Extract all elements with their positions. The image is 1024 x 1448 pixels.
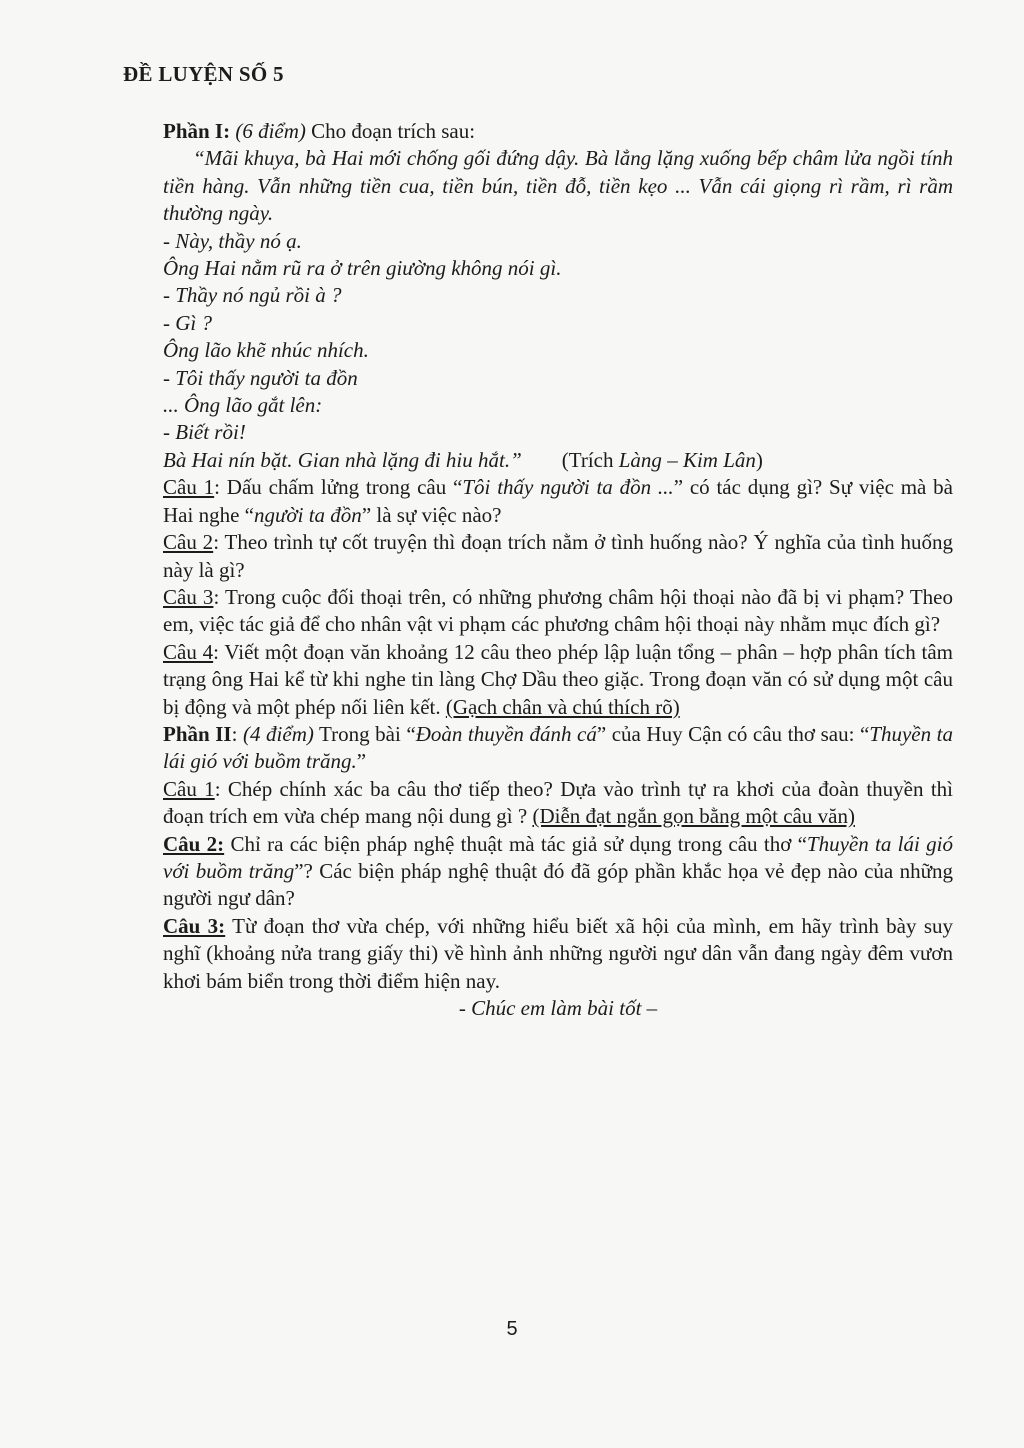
part2-intro: ” của Huy Cận có câu thơ sau: “ [596, 721, 870, 746]
document-body [163, 118, 953, 1022]
passage-paragraph: “Mãi khuya, bà Hai mới chống gối đứng dậy. Bà lẳng lặng xuống bếp châm lửa ngồi tính tiền hàng. Vẫn những tiền cua, tiền bún, tiền đỗ, tiền kẹo ... Vẫn cái giọng rì rầm, rì rầm thường ngày. [163, 146, 953, 226]
question-text: : Chép chính xác ba câu thơ tiếp theo? Dựa vào trình tự ra khơi của đoàn thuyền thì đoạn trích em vừa chép mang nội dung gì ? [163, 776, 954, 829]
source-work: Làng [618, 447, 662, 472]
question-text: : Viết một đoạn văn khoảng 12 câu theo phép lập luận tổng – phân – hợp phân tích tâm trạng ông Hai kể từ khi nghe tin làng Chợ Dầu theo giặc. Trong đoạn văn có sử dụng một câu bị động và một phép nối liên kết. [163, 639, 953, 719]
source-close: ) [755, 447, 763, 472]
part1-intro: Cho đoạn trích sau: [311, 119, 476, 143]
question-label: Câu 3: [163, 913, 226, 938]
question-label: Câu 1 [163, 475, 215, 500]
part2-intro: Trong bài “ [313, 721, 416, 746]
question-text: ” là sự việc nào? [361, 502, 502, 527]
part1-heading [163, 118, 953, 145]
question-2 [163, 529, 953, 584]
page-number: 5 [506, 1318, 518, 1340]
passage-line: Ông lão khẽ nhúc nhích. [163, 338, 369, 363]
question-label: Câu 4 [163, 639, 214, 664]
question-3 [163, 584, 953, 639]
passage-line: - Gì ? [163, 310, 212, 335]
source-sep: – [661, 447, 683, 472]
question-label: Câu 1 [163, 776, 215, 801]
question-1 [163, 474, 953, 529]
poem-verse: Thuyền ta lái gió với buồm trăng. [163, 721, 954, 774]
part2-label: Phần II [163, 721, 232, 746]
question-quote: Thuyền ta lái gió với buồm trăng [163, 831, 953, 883]
part2-colon: : [231, 721, 243, 746]
part2-heading [163, 721, 953, 776]
passage-line: - Này, thầy nó ạ. [163, 228, 302, 253]
question-2 [163, 831, 953, 913]
source-open: (Trích [561, 447, 619, 472]
part1-points: (6 điểm) [235, 119, 306, 143]
closing-wish: - Chúc em làm bài tốt – [458, 996, 658, 1020]
passage-line: ... Ông lão gắt lên: [163, 393, 323, 418]
question-text: ”? Các biện pháp nghệ thuật đó đã góp phần khắc họa vẻ đẹp nào của những người ngư dân? [163, 858, 953, 911]
question-label: Câu 2: [163, 831, 225, 856]
question-1 [163, 776, 953, 831]
question-quote: Tôi thấy người ta đồn ... [462, 475, 674, 500]
question-label: Câu 3 [163, 584, 214, 609]
passage-line: - Tôi thấy người ta đồn [163, 365, 358, 390]
part1-label: Phần I: [163, 119, 231, 143]
question-4 [163, 639, 953, 721]
passage-line: Bà Hai nín bặt. Gian nhà lặng đi hiu hắt.” [163, 447, 522, 472]
source-author: Kim Lân [682, 447, 756, 472]
passage-line: - Biết rồi! [163, 420, 246, 445]
document-title: ĐỀ LUYỆN SỐ 5 [123, 62, 284, 86]
question-note: (Diễn đạt ngắn gọn bằng một câu văn) [532, 804, 855, 829]
question-note: (Gạch chân và chú thích rõ) [445, 694, 680, 719]
question-3 [163, 913, 953, 995]
passage-last-line [163, 447, 953, 474]
question-text: Chỉ ra các biện pháp nghệ thuật mà tác giả sử dụng trong câu thơ “ [224, 831, 807, 856]
passage-line: Ông Hai nằm rũ ra ở trên giường không nói gì. [163, 256, 562, 281]
question-quote: người ta đồn [253, 502, 362, 527]
passage-source [562, 447, 763, 474]
question-label: Câu 2 [163, 530, 214, 555]
part2-points: (4 điểm) [242, 721, 314, 746]
question-text: Từ đoạn thơ vừa chép, với những hiểu biết xã hội của mình, em hãy trình bày suy nghĩ (khoảng nửa trang giấy thi) về hình ảnh những người ngư dân vẫn đang ngày đêm vươn khơi bám biển trong thời điểm hiện nay. [163, 913, 954, 993]
part2-intro: ” [356, 749, 367, 774]
question-text: : Dấu chấm lửng trong câu “ [214, 475, 463, 500]
question-text: : Theo trình tự cốt truyện thì đoạn trích nằm ở tình huống nào? Ý nghĩa của tình huống này là gì? [163, 530, 953, 582]
question-text: : Trong cuộc đối thoại trên, có những phương châm hội thoại nào đã bị vi phạm? Theo em, việc tác giả để cho nhân vật vi phạm các phương châm hội thoại này nhằm mục đích gì? [163, 584, 954, 637]
poem-title: Đoàn thuyền đánh cá [415, 721, 597, 746]
question-text: ” có tác dụng gì? Sự việc mà bà Hai nghe “ [163, 475, 953, 527]
passage-line: - Thầy nó ngủ rồi à ? [163, 283, 342, 308]
